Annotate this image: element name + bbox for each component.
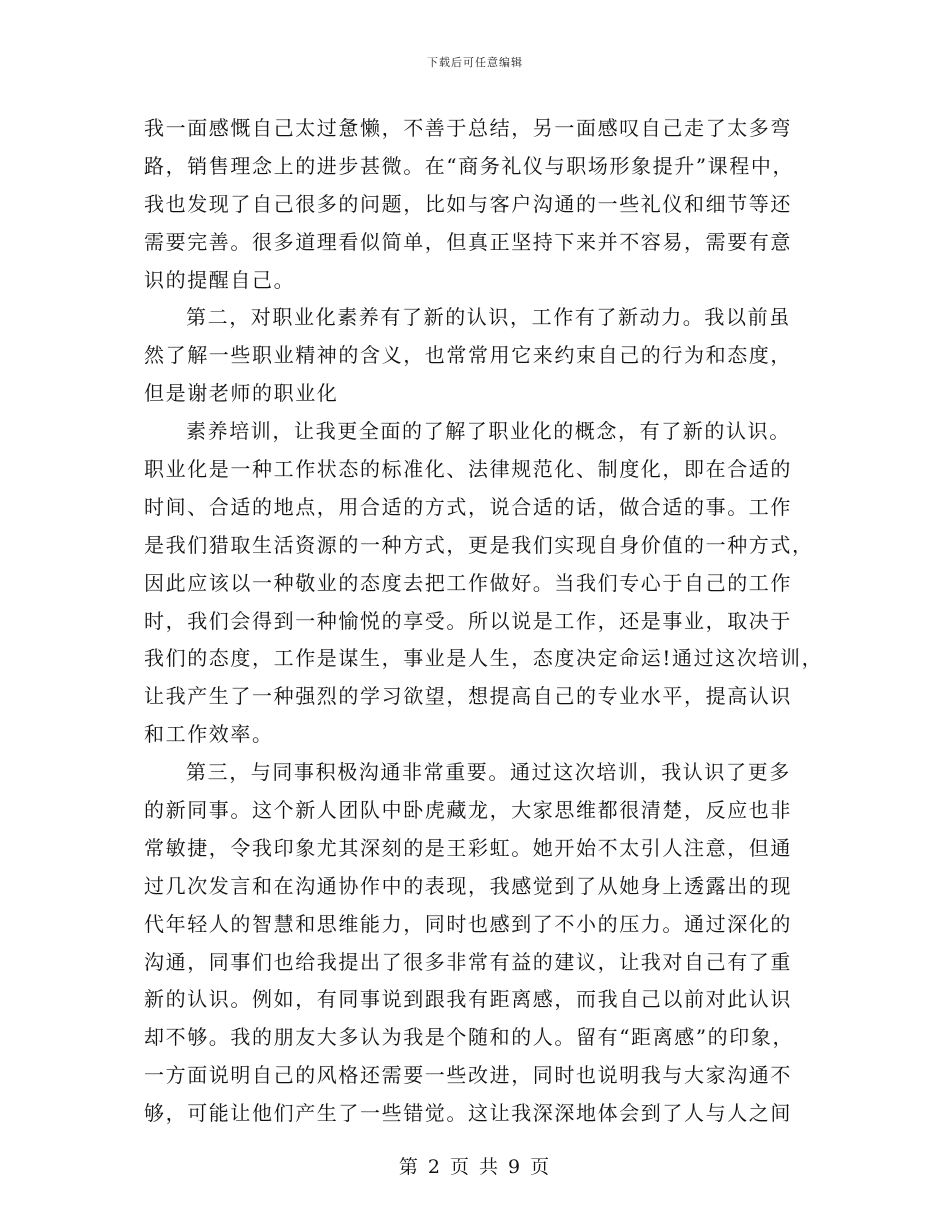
text-line: 我们的态度，工作是谋生，事业是人生，态度决定命运!通过这次培训， (144, 646, 824, 671)
text-line: 因此应该以一种敬业的态度去把工作做好。当我们专心于自己的工作 (144, 570, 792, 595)
text-line: 让我产生了一种强烈的学习欲望，想提高自己的专业水平，提高认识 (144, 684, 792, 709)
text-line: 时间、合适的地点，用合适的方式，说合适的话，做合适的事。工作 (144, 494, 792, 519)
text-line: 沟通，同事们也给我提出了很多非常有益的建议，让我对自己有了重 (144, 949, 792, 974)
text-line: 识的提醒自己。 (144, 267, 296, 292)
page-header: 下载后可任意编辑 (427, 56, 523, 69)
text-line: 和工作效率。 (144, 722, 274, 747)
text-line: 过几次发言和在沟通协作中的表现，我感觉到了从她身上透露出的现 (144, 873, 792, 898)
text-line: 却不够。我的朋友大多认为我是个随和的人。留有“距离感”的印象， (144, 1025, 795, 1050)
page-number-footer: 第 2 页 共 9 页 (398, 1156, 552, 1178)
text-line: 新的认识。例如，有同事说到跟我有距离感，而我自己以前对此认识 (144, 987, 792, 1012)
text-line: 然了解一些职业精神的含义，也常常用它来约束自己的行为和态度， (144, 343, 792, 368)
text-line: 我也发现了自己很多的问题，比如与客户沟通的一些礼仪和细节等还 (144, 191, 792, 216)
text-line: 时，我们会得到一种愉悦的享受。所以说是工作，还是事业，取决于 (144, 608, 792, 633)
paragraph-start-line: 第二，对职业化素养有了新的认识，工作有了新动力。我以前虽 (186, 305, 791, 330)
text-line: 是我们猎取生活资源的一种方式，更是我们实现自身价值的一种方式， (144, 532, 814, 557)
text-line: 我一面感慨自己太过惫懒，不善于总结，另一面感叹自己走了太多弯 (144, 116, 792, 140)
text-line: 需要完善。很多道理看似简单，但真正坚持下来并不容易，需要有意 (144, 229, 792, 254)
paragraph-start-line: 素养培训，让我更全面的了解了职业化的概念，有了新的认识。 (186, 419, 791, 444)
text-line: 职业化是一种工作状态的标准化、法律规范化、制度化，即在合适的 (144, 457, 792, 482)
document-body (144, 110, 824, 1133)
text-line: 的新同事。这个新人团队中卧虎藏龙，大家思维都很清楚，反应也非 (144, 798, 792, 823)
text-line: 代年轻人的智慧和思维能力，同时也感到了不小的压力。通过深化的 (144, 911, 792, 936)
paragraph-start-line: 第三，与同事积极沟通非常重要。通过这次培训，我认识了更多 (186, 760, 791, 785)
text-line: 够，可能让他们产生了一些错觉。这让我深深地体会到了人与人之间 (144, 1101, 792, 1126)
text-line: 常敏捷，令我印象尤其深刻的是王彩虹。她开始不太引人注意，但通 (144, 835, 792, 860)
text-line: 路，销售理念上的进步甚微。在“商务礼仪与职场形象提升”课程中， (144, 153, 795, 178)
text-line: 一方面说明自己的风格还需要一些改进，同时也说明我与大家沟通不 (144, 1063, 792, 1088)
text-line: 但是谢老师的职业化 (144, 381, 339, 406)
